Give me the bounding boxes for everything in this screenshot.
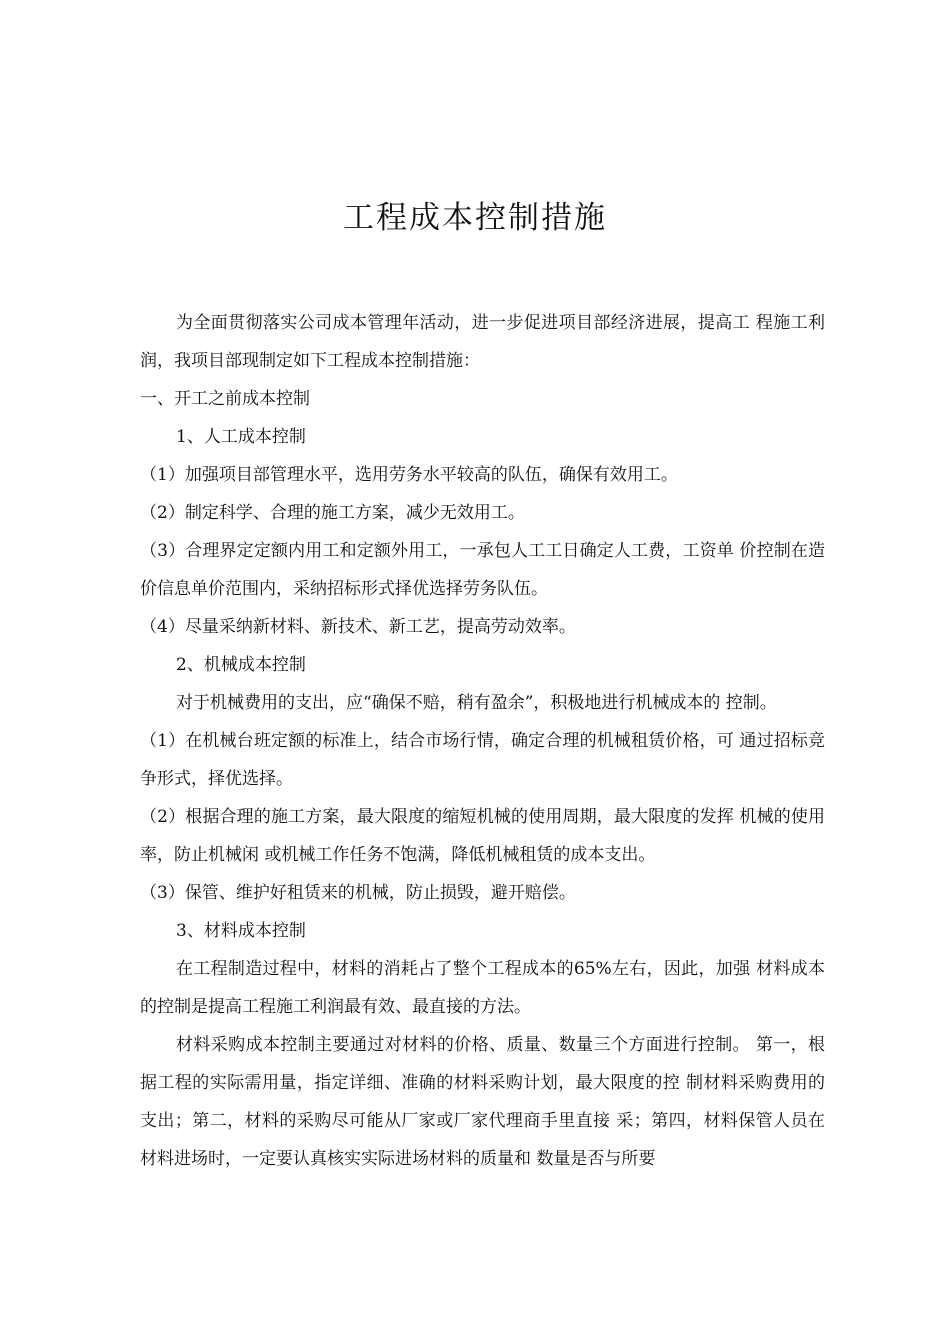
paragraph-intro: 为全面贯彻落实公司成本管理年活动，进一步促进项目部经济进展，提高工 程施工利润，我项目部现制定如下工程成本控制措施： xyxy=(140,313,825,371)
paragraph-labor-4: （4）尽量采纳新材料、新技术、新工艺，提高劳动效率。 xyxy=(140,617,576,637)
document-body xyxy=(140,304,825,1178)
paragraph-material-intro: 在工程制造过程中，材料的消耗占了整个工程成本的65%左右，因此，加强 材料成本的控制是提高工程施工利润最有效、最直接的方法。 xyxy=(140,959,825,1017)
paragraph-labor-1: （1）加强项目部管理水平，选用劳务水平较高的队伍，确保有效用工。 xyxy=(140,465,678,485)
paragraph-labor-2: （2）制定科学、合理的施工方案，减少无效用工。 xyxy=(140,503,525,523)
paragraph-labor-3: （3）合理界定定额内用工和定额外用工，一承包人工工日确定人工费，工资单 价控制在造价信息单价范围内，采纳招标形式择优选择劳务队伍。 xyxy=(140,541,825,599)
paragraph-machinery-intro: 对于机械费用的支出，应“确保不赔，稍有盈余”，积极地进行机械成本的 控制。 xyxy=(176,693,777,713)
subheading-machinery-cost: 2、机械成本控制 xyxy=(176,655,306,675)
paragraph-machinery-1: （1）在机械台班定额的标准上，结合市场行情，确定合理的机械租赁价格，可 通过招标竞争形式，择优选择。 xyxy=(140,731,825,789)
subheading-material-cost: 3、材料成本控制 xyxy=(176,921,306,941)
document-title: 工程成本控制措施 xyxy=(343,200,607,236)
subheading-labor-cost: 1、人工成本控制 xyxy=(176,427,306,447)
paragraph-material-procurement: 材料采购成本控制主要通过对材料的价格、质量、数量三个方面进行控制。 第一，根据工程的实际需用量，指定详细、准确的材料采购计划，最大限度的控 制材料采购费用的支出；第二，材料的采购尽可能从厂家或厂家代理商手里直接 采；第四，材料保管人员在材料进场时，一定要认真核实实际进场材料的质量和 数量是否与所要 xyxy=(140,1035,825,1169)
paragraph-machinery-2: （2）根据合理的施工方案，最大限度的缩短机械的使用周期，最大限度的发挥 机械的使用率，防止机械闲 或机械工作任务不饱满，降低机械租赁的成本支出。 xyxy=(140,807,825,865)
section-heading-preconstruction: 一、开工之前成本控制 xyxy=(140,389,310,409)
paragraph-machinery-3: （3）保管、维护好租赁来的机械，防止损毁，避开赔偿。 xyxy=(140,883,576,903)
